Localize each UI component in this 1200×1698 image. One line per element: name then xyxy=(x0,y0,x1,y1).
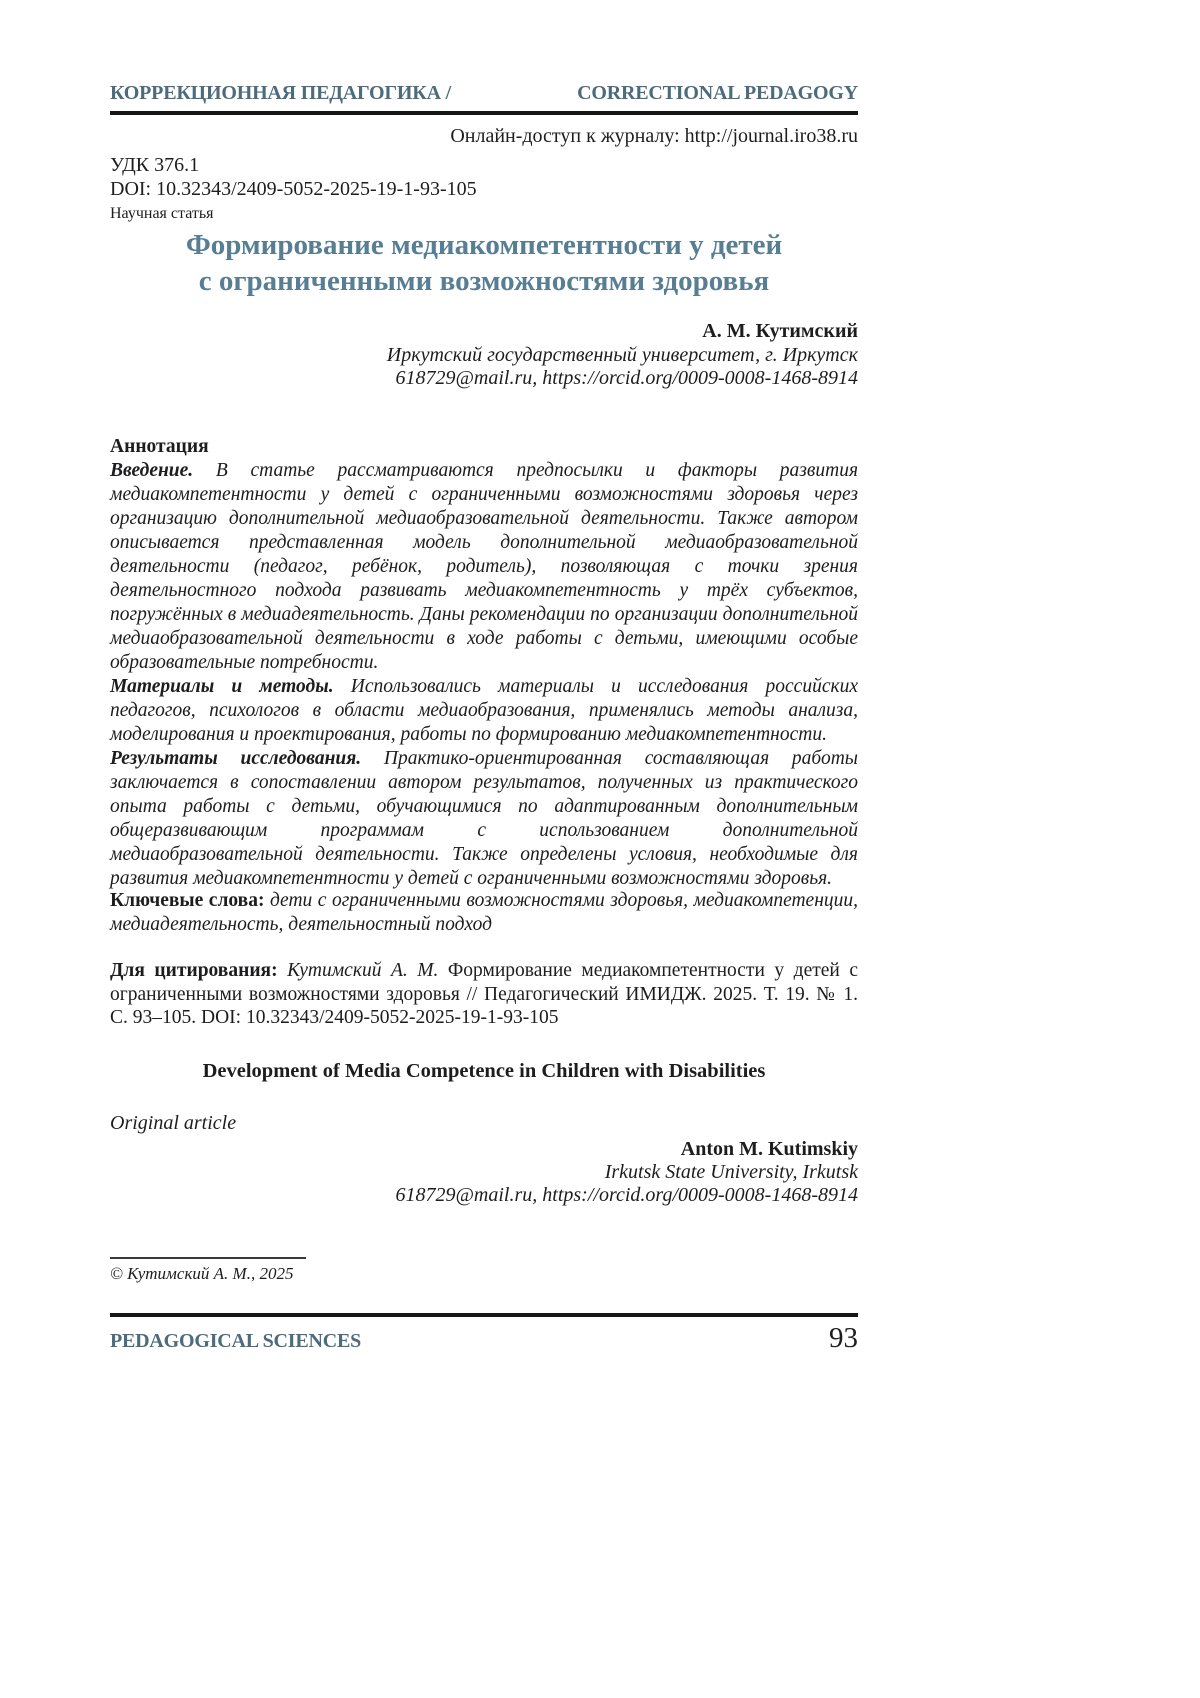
header-rule xyxy=(110,111,858,115)
rubric-ru: КОРРЕКЦИОННАЯ ПЕДАГОГИКА / xyxy=(110,82,451,104)
author-contact-ru: 618729@mail.ru, https://orcid.org/0009-0008-1468-8914 xyxy=(395,367,858,389)
abstract-text-materials: Использовались материалы и исследования российских педагогов, психологов в области медиаобразования, применялись методы анализа, моделирования и проектирования, работы по формированию медиакомпетентности. xyxy=(110,676,858,745)
abstract-paragraph-introduction xyxy=(110,459,858,675)
citation-label: Для цитирования: xyxy=(110,960,278,981)
footer-rule xyxy=(110,1313,858,1317)
online-access-line: Онлайн-доступ к журналу: http://journal.iro38.ru xyxy=(450,125,858,147)
author-affiliation-ru: Иркутский государственный университет, г. Иркутск xyxy=(386,343,858,366)
article-title-en: Development of Media Competence in Children with Disabilities xyxy=(202,1060,766,1082)
footer-rubric: PEDAGOGICAL SCIENCES xyxy=(110,1330,362,1352)
citation-author: Кутимский А. М. xyxy=(287,960,439,981)
author-name-en: Anton M. Kutimskiy xyxy=(680,1138,858,1160)
article-type-label-en: Original article xyxy=(110,1112,237,1134)
keywords-label: Ключевые слова: xyxy=(110,890,265,911)
keywords-paragraph xyxy=(110,889,858,937)
rubric-en: CORRECTIONAL PEDAGOGY xyxy=(577,82,858,104)
abstract-label-results: Результаты исследования. xyxy=(110,748,362,769)
keywords-text: дети с ограниченными возможностями здоровья, медиакомпетенции, медиадеятельность, деятельностный подход xyxy=(110,890,859,935)
abstract-section xyxy=(110,435,858,891)
page-footer xyxy=(110,1322,858,1355)
abstract-paragraph-materials xyxy=(110,675,858,747)
doi-line: DOI: 10.32343/2409-5052-2025-19-1-93-105 xyxy=(110,178,477,200)
footnote-divider xyxy=(110,1257,306,1259)
author-block-ru xyxy=(110,320,858,391)
abstract-label-materials: Материалы и методы. xyxy=(110,676,334,697)
author-affiliation-en: Irkutsk State University, Irkutsk xyxy=(604,1161,858,1183)
citation-text: Формирование медиакомпетентности у детей с ограниченными возможностями здоровья // Педагогический ИМИДЖ. 2025. Т. 19. № 1. С. 93–105. DOI: 10.32343/2409-5052-2025-19-1-93-105 xyxy=(110,960,858,1028)
author-block-en xyxy=(110,1138,858,1207)
author-name-ru: А. М. Кутимский xyxy=(702,320,858,342)
page-number: 93 xyxy=(829,1322,858,1354)
abstract-text-results: Практико-ориентированная составляющая работы заключается в сопоставлении автором результатов, полученных из практического опыта работы с детьми, обучающимися по адаптированным дополнительным общеразвивающим программам с использованием дополнительной медиаобразовательной деятельности. Также определены условия, необходимые для развития медиакомпетентности у детей с ограниченными возможностями здоровья. xyxy=(110,748,859,889)
abstract-heading: Аннотация xyxy=(110,436,209,457)
copyright-footnote: © Кутимский А. М., 2025 xyxy=(110,1264,294,1283)
abstract-paragraph-results xyxy=(110,747,858,891)
citation-paragraph xyxy=(110,959,858,1030)
article-title-ru xyxy=(110,227,858,299)
abstract-text-introduction: В статье рассматриваются предпосылки и факторы развития медиакомпетентности у детей с ограниченными возможностями здоровья через организацию дополнительной медиаобразовательной деятельности. Также автором описывается представленная модель дополнительной медиаобразовательной деятельности (педагог, ребёнок, родитель), позволяющая с точки зрения деятельностного подхода развивать медиакомпетентность у трёх субъектов, погружённых в медиадеятельность. Даны рекомендации по организации дополнительной медиаобразовательной деятельности в ходе работы с детьми, имеющими особые образовательные потребности. xyxy=(110,460,859,673)
article-title-ru-line2: с ограниченными возможностями здоровья xyxy=(198,265,770,297)
article-type-label-ru: Научная статья xyxy=(110,205,214,222)
udc-line: УДК 376.1 xyxy=(110,154,200,176)
abstract-label-introduction: Введение. xyxy=(110,460,194,481)
author-contact-en: 618729@mail.ru, https://orcid.org/0009-0008-1468-8914 xyxy=(395,1184,858,1206)
article-title-ru-line1: Формирование медиакомпетентности у детей xyxy=(185,229,783,261)
page-header xyxy=(110,82,858,105)
